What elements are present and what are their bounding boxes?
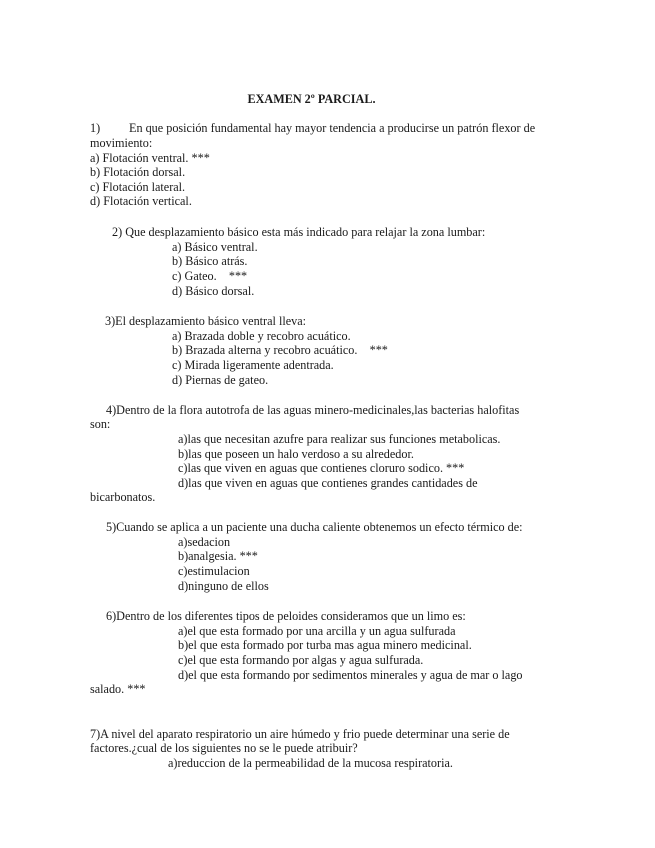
question-2-option-b: b) Básico atrás. xyxy=(172,254,248,268)
question-5-text: 5)Cuando se aplica a un paciente una ducha caliente obtenemos un efecto térmico de: xyxy=(106,520,523,534)
question-4-option-d: d)las que viven en aguas que contienes grandes cantidades de xyxy=(178,476,478,490)
question-2-option-a: a) Básico ventral. xyxy=(172,240,258,254)
question-1-number: 1) xyxy=(90,121,101,135)
question-5-option-b: b)analgesia. *** xyxy=(178,549,258,563)
question-7-text: 7)A nivel del aparato respiratorio un aire húmedo y frio puede determinar una serie de xyxy=(90,727,510,741)
question-1-text-cont: movimiento: xyxy=(90,136,153,150)
question-7-option-a: a)reduccion de la permeabilidad de la mucosa respiratoria. xyxy=(168,756,453,770)
question-3-text: 3)El desplazamiento básico ventral lleva: xyxy=(105,314,307,328)
question-2-text: 2) Que desplazamiento básico esta más indicado para relajar la zona lumbar: xyxy=(112,225,486,239)
question-1-option-a: a) Flotación ventral. *** xyxy=(90,151,210,165)
question-4-option-d-cont: bicarbonatos. xyxy=(90,490,156,504)
question-1-text: En que posición fundamental hay mayor tendencia a producirse un patrón flexor de xyxy=(129,121,536,135)
question-1-option-b: b) Flotación dorsal. xyxy=(90,165,186,179)
question-1-option-d: d) Flotación vertical. xyxy=(90,194,192,208)
question-1-option-c: c) Flotación lateral. xyxy=(90,180,186,194)
question-4-text: 4)Dentro de la flora autotrofa de las aguas minero-medicinales,las bacterias halofitas xyxy=(106,403,520,417)
question-5-option-c: c)estimulacion xyxy=(178,564,250,578)
question-3-option-a: a) Brazada doble y recobro acuático. xyxy=(172,329,351,343)
question-4-option-c: c)las que viven en aguas que contienes cloruro sodico. *** xyxy=(178,461,465,475)
question-6-option-d-cont: salado. *** xyxy=(90,682,146,696)
exam-title xyxy=(0,92,655,107)
question-3-option-b: b) Brazada alterna y recobro acuático. *** xyxy=(172,343,388,357)
question-5-option-d: d)ninguno de ellos xyxy=(178,579,269,593)
question-7-text-cont: factores.¿cual de los siguientes no se le puede atribuir? xyxy=(90,741,358,755)
question-6-text: 6)Dentro de los diferentes tipos de peloides consideramos que un limo es: xyxy=(106,609,466,623)
question-4-option-b: b)las que poseen un halo verdoso a su alrededor. xyxy=(178,447,414,461)
question-4-option-a: a)las que necesitan azufre para realizar sus funciones metabolicas. xyxy=(178,432,501,446)
question-3-option-c: c) Mirada ligeramente adentrada. xyxy=(172,358,334,372)
question-4-text-cont: son: xyxy=(90,417,111,431)
exam-title-text: EXAMEN 2º PARCIAL. xyxy=(247,92,376,106)
question-6-option-a: a)el que esta formado por una arcilla y un agua sulfurada xyxy=(178,624,456,638)
question-5-option-a: a)sedacion xyxy=(178,535,231,549)
question-2-option-c: c) Gateo. *** xyxy=(172,269,248,283)
question-3-option-d: d) Piernas de gateo. xyxy=(172,373,269,387)
question-6-option-b: b)el que esta formado por turba mas agua minero medicinal. xyxy=(178,638,472,652)
question-6-option-c: c)el que esta formando por algas y agua sulfurada. xyxy=(178,653,424,667)
question-6-option-d: d)el que esta formando por sedimentos minerales y agua de mar o lago xyxy=(178,668,523,682)
question-2-option-d: d) Básico dorsal. xyxy=(172,284,255,298)
